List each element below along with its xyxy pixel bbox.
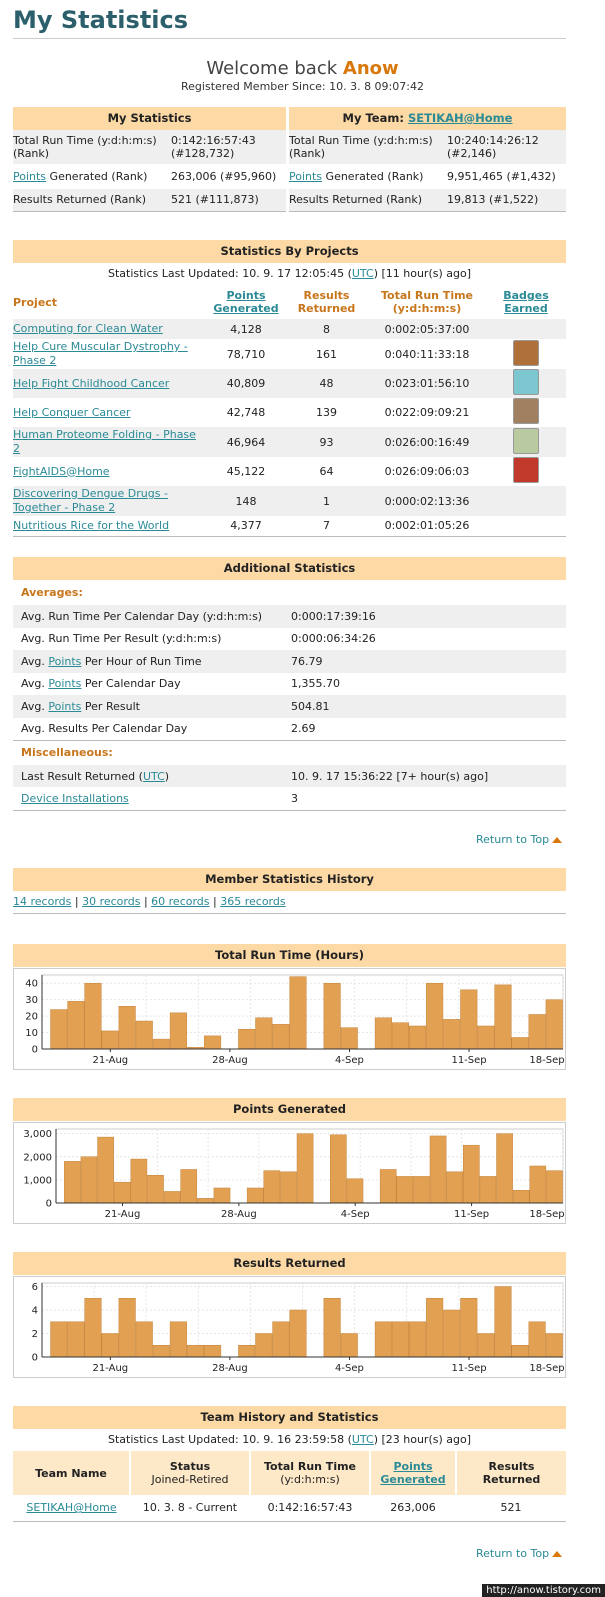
range-30-link[interactable]: 30 records <box>82 895 141 908</box>
project-link[interactable]: Discovering Dengue Drugs - Together - Phase 2 <box>13 487 168 514</box>
bar <box>170 1013 187 1049</box>
bar <box>153 1345 170 1357</box>
team-history-status: 10. 3. 8 - Current <box>142 1501 238 1515</box>
project-results: 93 <box>319 435 334 449</box>
bar <box>131 1159 147 1203</box>
project-badge-cell <box>486 516 566 536</box>
bar <box>546 1000 563 1049</box>
averages-label: Averages: <box>21 586 83 599</box>
project-results: 8 <box>323 322 330 336</box>
bar <box>478 1026 495 1049</box>
up-arrow-icon <box>552 1551 562 1557</box>
team-runtime-label: Total Run Time (y:d:h:m:s) (Rank) <box>289 134 433 160</box>
project-runtime: 0:002:01:05:26 <box>384 519 470 533</box>
bar <box>478 1334 495 1357</box>
bar <box>136 1021 153 1049</box>
project-link[interactable]: Human Proteome Folding - Phase 2 <box>13 428 196 455</box>
last-result-label: Last Result Returned ( <box>21 769 143 783</box>
misc-label: Miscellaneous: <box>13 740 566 765</box>
bar <box>153 1039 170 1049</box>
team-results-value: 19,813 (#1,522) <box>447 193 539 207</box>
project-points: 42,748 <box>226 406 266 419</box>
project-runtime: 0:026:09:06:03 <box>384 465 470 478</box>
col-results: Results Returned <box>297 289 356 315</box>
team-points-value: 9,951,465 (#1,432) <box>447 170 556 183</box>
member-since: Registered Member Since: 10. 3. 8 09:07:42 <box>181 80 424 93</box>
devices-row <box>13 787 566 810</box>
points-link[interactable]: Points <box>48 677 82 691</box>
y-tick-label: 10 <box>25 1028 38 1040</box>
project-results: 161 <box>316 347 337 361</box>
project-badge-cell <box>486 369 566 398</box>
bar <box>324 983 341 1049</box>
bar <box>497 1134 513 1203</box>
team-results-label: Results Returned (Rank) <box>289 193 423 207</box>
team-runtime-row <box>289 130 566 164</box>
runtime-chart <box>13 968 566 1070</box>
my-statistics-header: My Statistics <box>13 107 286 130</box>
average-row <box>13 628 566 651</box>
return-to-top-link-1[interactable] <box>476 833 562 846</box>
x-tick-label: 11-Sep <box>453 1209 490 1220</box>
range-60-link[interactable]: 60 records <box>151 895 210 908</box>
y-tick-label: 1,000 <box>23 1175 52 1187</box>
bar <box>290 1310 307 1357</box>
project-points: 40,809 <box>226 377 266 390</box>
y-tick-label: 20 <box>25 1011 38 1023</box>
team-history-header-row <box>13 1451 566 1495</box>
team-points-label: Generated (Rank) <box>322 170 424 183</box>
projects-header: Statistics By Projects <box>13 240 566 263</box>
average-row <box>13 718 566 741</box>
bar <box>512 1037 529 1049</box>
x-tick-label: 4-Sep <box>335 1363 364 1374</box>
x-tick-label: 28-Aug <box>212 1055 248 1066</box>
y-tick-label: 0 <box>31 1352 38 1364</box>
my-runtime-label: Total Run Time (y:d:h:m:s) (Rank) <box>13 134 157 160</box>
bar <box>51 1010 68 1049</box>
col-status <box>130 1451 250 1495</box>
bar <box>443 1019 460 1049</box>
average-label: Avg. Run Time Per Calendar Day (y:d:h:m:s) <box>21 609 263 623</box>
range-365-link[interactable]: 365 records <box>220 895 286 908</box>
y-tick-label: 40 <box>25 978 38 990</box>
average-value: 0:000:17:39:16 <box>291 609 376 623</box>
team-updated-prefix: Statistics Last Updated: 10. 9. 16 23:59:58 ( <box>107 1433 352 1446</box>
my-statistics-table <box>13 130 286 212</box>
bar <box>341 1028 358 1049</box>
history-panel <box>13 868 566 914</box>
bar <box>409 1322 426 1357</box>
bar <box>238 1029 255 1049</box>
x-tick-label: 18-Sep <box>529 1055 565 1066</box>
team-results-row <box>289 189 566 211</box>
devices-value: 3 <box>291 791 298 805</box>
col-project: Project <box>13 295 58 309</box>
x-tick-label: 28-Aug <box>212 1363 248 1374</box>
bar <box>513 1190 529 1203</box>
bar <box>264 1171 280 1203</box>
bar <box>529 1322 546 1357</box>
bar <box>330 1135 346 1203</box>
my-results-value: 521 (#111,873) <box>171 193 259 207</box>
device-installations-link[interactable]: Device Installations <box>21 791 129 805</box>
project-link[interactable]: Help Conquer Cancer <box>13 405 131 419</box>
project-runtime: 0:000:02:13:36 <box>384 494 470 508</box>
bar <box>181 1169 197 1203</box>
misc-table <box>13 765 566 811</box>
bar <box>290 977 307 1049</box>
project-points: 4,128 <box>230 322 262 336</box>
my-statistics-panel <box>13 107 286 212</box>
bar <box>443 1310 460 1357</box>
welcome-message <box>0 58 605 79</box>
bar <box>280 1172 296 1203</box>
average-label: Avg. <box>21 654 49 668</box>
bar <box>164 1191 180 1203</box>
project-badge-cell <box>486 486 566 516</box>
bar <box>347 1179 363 1203</box>
member-name: Anow <box>342 58 399 79</box>
x-tick-label: 18-Sep <box>529 1209 565 1220</box>
col-team-name: Team Name <box>13 1451 130 1495</box>
y-tick-label: 0 <box>45 1198 52 1210</box>
project-results: 1 <box>323 494 330 508</box>
last-result-value: 10. 9. 17 15:36:22 [7+ hour(s) ago] <box>291 769 489 783</box>
project-points: 4,377 <box>230 519 262 533</box>
bar <box>119 1298 136 1357</box>
bar <box>409 1026 426 1049</box>
results-chart <box>13 1276 566 1378</box>
projects-header-row <box>13 285 566 319</box>
project-row <box>13 457 566 486</box>
average-value: 504.81 <box>291 699 330 713</box>
bar <box>98 1137 114 1203</box>
my-team-header-label: My Team: <box>342 111 404 125</box>
points-chart <box>13 1122 566 1224</box>
bar <box>64 1161 80 1203</box>
project-link[interactable]: FightAIDS@Home <box>13 464 110 478</box>
team-history-results: 521 <box>500 1501 522 1515</box>
average-row <box>13 650 566 673</box>
my-points-row <box>13 164 286 189</box>
project-runtime: 0:040:11:33:18 <box>384 347 470 361</box>
project-points: 46,964 <box>226 435 266 449</box>
team-history-team-link[interactable]: SETIKAH@Home <box>26 1501 117 1515</box>
col-runtime: Total Run Time (y:d:h:m:s) <box>380 289 474 315</box>
bar <box>530 1166 546 1203</box>
my-runtime-value: 0:142:16:57:43 (#128,732) <box>171 134 256 160</box>
project-link[interactable]: Computing for Clean Water <box>13 322 163 335</box>
project-link[interactable]: Nutritious Rice for the World <box>13 518 170 532</box>
team-history-table <box>13 1451 566 1522</box>
project-row <box>13 398 566 427</box>
utc-link-3[interactable]: UTC <box>351 1433 374 1446</box>
utc-link[interactable]: UTC <box>351 267 374 280</box>
my-team-header <box>289 107 566 130</box>
x-tick-label: 4-Sep <box>335 1055 364 1066</box>
bar <box>114 1182 130 1203</box>
project-badge-cell <box>486 427 566 457</box>
average-label: Avg. <box>21 677 49 691</box>
bar <box>273 1322 290 1357</box>
project-badge-cell <box>486 457 566 486</box>
last-result-row <box>13 765 566 787</box>
bar <box>375 1322 392 1357</box>
return-to-top-link-2[interactable] <box>476 1547 562 1560</box>
bar <box>204 1345 221 1357</box>
history-header: Member Statistics History <box>13 868 566 891</box>
bar <box>204 1036 221 1049</box>
badge-icon[interactable] <box>513 398 539 424</box>
bar <box>68 1001 85 1049</box>
project-results: 48 <box>319 377 334 390</box>
bar <box>256 1334 273 1357</box>
bar <box>495 985 512 1049</box>
projects-panel <box>13 240 566 537</box>
project-row <box>13 427 566 457</box>
y-tick-label: 3,000 <box>23 1129 52 1141</box>
results-chart-svg <box>14 1277 565 1377</box>
x-tick-label: 21-Aug <box>104 1209 141 1220</box>
bar <box>136 1322 153 1357</box>
project-row <box>13 339 566 369</box>
average-value: 1,355.70 <box>291 677 340 691</box>
bar <box>102 1334 119 1357</box>
projects-updated <box>13 263 566 285</box>
x-tick-label: 4-Sep <box>340 1209 370 1220</box>
project-row <box>13 486 566 516</box>
average-row <box>13 695 566 718</box>
project-badge-cell <box>486 319 566 339</box>
bar <box>546 1334 563 1357</box>
points-link[interactable]: Points <box>13 170 47 183</box>
points-link[interactable]: Points <box>48 699 82 713</box>
badge-icon[interactable] <box>513 340 539 366</box>
badge-icon[interactable] <box>513 369 539 395</box>
x-tick-label: 11-Sep <box>451 1055 487 1066</box>
y-tick-label: 6 <box>31 1282 38 1294</box>
my-points-value: 263,006 (#95,960) <box>171 170 277 183</box>
team-history-runtime: 0:142:16:57:43 <box>267 1501 353 1515</box>
project-link[interactable]: Help Fight Childhood Cancer <box>13 376 170 390</box>
project-runtime: 0:023:01:56:10 <box>384 377 470 390</box>
my-points-label: Generated (Rank) <box>46 170 148 183</box>
project-results: 139 <box>316 406 337 419</box>
projects-updated-prefix: Statistics Last Updated: 10. 9. 17 12:05:45 ( <box>107 267 352 280</box>
team-runtime-value: 10:240:14:26:12 (#2,146) <box>447 134 539 160</box>
additional-panel <box>13 557 566 811</box>
additional-header: Additional Statistics <box>13 557 566 580</box>
x-tick-label: 11-Sep <box>451 1363 487 1374</box>
range-14-link[interactable]: 14 records <box>13 895 72 908</box>
bar <box>247 1188 263 1203</box>
project-points: 78,710 <box>226 347 266 361</box>
average-value: 2.69 <box>291 722 316 736</box>
x-tick-label: 21-Aug <box>92 1363 129 1374</box>
results-chart-panel <box>13 1252 566 1275</box>
my-runtime-row <box>13 130 286 164</box>
return-to-top-label-1: Return to Top <box>476 833 550 846</box>
col-team-points-link[interactable]: Points Generated <box>380 1460 446 1486</box>
bar <box>380 1169 396 1203</box>
up-arrow-icon <box>552 837 562 843</box>
bar <box>85 983 102 1049</box>
team-link[interactable]: SETIKAH@Home <box>407 111 513 125</box>
bar <box>238 1345 255 1357</box>
average-label-rest: Per Hour of Run Time <box>81 654 202 668</box>
page-title: My Statistics <box>13 6 189 34</box>
average-label: Avg. Run Time Per Result (y:d:h:m:s) <box>21 632 222 646</box>
team-updated-suffix: ) [23 hour(s) ago] <box>373 1433 472 1446</box>
project-badge-cell <box>486 398 566 427</box>
bar <box>512 1345 529 1357</box>
bar <box>392 1322 409 1357</box>
bar <box>119 1006 136 1049</box>
bar <box>51 1322 68 1357</box>
average-label: Avg. <box>21 699 49 713</box>
project-points: 148 <box>235 494 257 508</box>
badge-icon[interactable] <box>513 457 539 483</box>
my-results-row <box>13 189 286 211</box>
bar <box>170 1322 187 1357</box>
last-result-label-end: ) <box>164 769 170 783</box>
project-link[interactable]: Help Cure Muscular Dystrophy - Phase 2 <box>13 340 188 367</box>
points-chart-title: Points Generated <box>13 1098 566 1121</box>
points-chart-svg <box>14 1123 565 1223</box>
welcome-prefix: Welcome back <box>206 58 338 79</box>
bar <box>447 1172 463 1203</box>
bar <box>256 1018 273 1049</box>
average-row <box>13 605 566 628</box>
average-label-rest: Per Result <box>81 699 140 713</box>
bar <box>461 990 478 1049</box>
bar <box>430 1136 446 1203</box>
col-points-link[interactable]: Points Generated <box>213 289 279 315</box>
y-tick-label: 0 <box>31 1044 38 1056</box>
bar <box>480 1176 496 1203</box>
project-results: 64 <box>319 465 334 478</box>
bar <box>529 1014 546 1049</box>
col-status-sub: Joined-Retired <box>151 1473 229 1486</box>
bar <box>214 1188 230 1203</box>
project-runtime: 0:022:09:09:21 <box>384 406 470 419</box>
col-badges-link[interactable]: Badges Earned <box>503 289 549 315</box>
return-to-top-label-2: Return to Top <box>476 1547 550 1560</box>
bar <box>273 1024 290 1049</box>
bar <box>324 1298 341 1357</box>
average-label-rest: Per Calendar Day <box>81 677 181 691</box>
team-history-row <box>13 1495 566 1521</box>
bar <box>102 1031 119 1049</box>
col-team-runtime <box>250 1451 370 1495</box>
project-row <box>13 516 566 536</box>
runtime-chart-title: Total Run Time (Hours) <box>13 944 566 967</box>
col-status-label: Status <box>169 1460 211 1473</box>
project-runtime: 0:026:00:16:49 <box>384 435 470 449</box>
bar <box>426 1298 443 1357</box>
project-row <box>13 319 566 339</box>
x-tick-label: 28-Aug <box>221 1209 257 1220</box>
project-results: 7 <box>323 519 330 533</box>
bar <box>546 1171 562 1203</box>
bar <box>392 1023 409 1049</box>
average-value: 76.79 <box>291 654 323 668</box>
bar <box>413 1176 429 1203</box>
bar <box>426 983 443 1049</box>
average-value: 0:000:06:34:26 <box>291 632 376 646</box>
col-team-runtime-label: Total Run Time <box>263 1460 357 1473</box>
team-points-row <box>289 164 566 189</box>
x-tick-label: 21-Aug <box>92 1055 129 1066</box>
team-history-panel <box>13 1406 566 1522</box>
bar <box>68 1322 85 1357</box>
project-runtime: 0:002:05:37:00 <box>384 322 470 336</box>
project-row <box>13 369 566 398</box>
bar <box>495 1287 512 1357</box>
average-row <box>13 673 566 696</box>
watermark: http://anow.tistory.com <box>482 1584 605 1597</box>
points-chart-panel <box>13 1098 566 1121</box>
bar <box>461 1298 478 1357</box>
col-team-runtime-sub: (y:d:h:m:s) <box>280 1473 340 1486</box>
y-tick-label: 4 <box>31 1305 38 1317</box>
project-badge-cell <box>486 339 566 369</box>
team-history-points: 263,006 <box>390 1501 436 1515</box>
bar <box>197 1198 213 1203</box>
title-divider <box>13 38 566 39</box>
my-team-panel <box>289 107 566 212</box>
bar <box>375 1018 392 1049</box>
results-chart-title: Results Returned <box>13 1252 566 1275</box>
my-team-table <box>289 130 566 212</box>
bar <box>81 1157 97 1203</box>
team-history-header: Team History and Statistics <box>13 1406 566 1429</box>
runtime-chart-svg <box>14 969 565 1069</box>
col-team-results: Results Returned <box>482 1460 541 1486</box>
my-results-label: Results Returned (Rank) <box>13 193 147 207</box>
team-points-link[interactable]: Points <box>289 170 323 183</box>
y-tick-label: 2 <box>31 1329 38 1341</box>
y-tick-label: 2,000 <box>23 1152 52 1164</box>
bar <box>147 1175 163 1203</box>
x-tick-label: 18-Sep <box>529 1363 565 1374</box>
y-tick-label: 30 <box>25 995 38 1007</box>
projects-updated-suffix: ) [11 hour(s) ago] <box>373 267 472 280</box>
runtime-chart-panel <box>13 944 566 967</box>
team-history-updated <box>13 1429 566 1451</box>
bar <box>341 1334 358 1357</box>
bar <box>463 1145 479 1203</box>
badge-icon[interactable] <box>513 428 539 454</box>
utc-link-2[interactable]: UTC <box>142 769 165 783</box>
projects-table <box>13 285 566 537</box>
bar <box>297 1134 313 1203</box>
bar <box>187 1345 204 1357</box>
bar <box>397 1176 413 1203</box>
average-label: Avg. Results Per Calendar Day <box>21 722 188 736</box>
points-link[interactable]: Points <box>48 654 82 668</box>
averages-table <box>13 605 566 740</box>
bar <box>85 1298 102 1357</box>
history-range-links: 14 records | 30 records | 60 records | 365 records <box>13 891 566 914</box>
project-points: 45,122 <box>226 465 266 478</box>
